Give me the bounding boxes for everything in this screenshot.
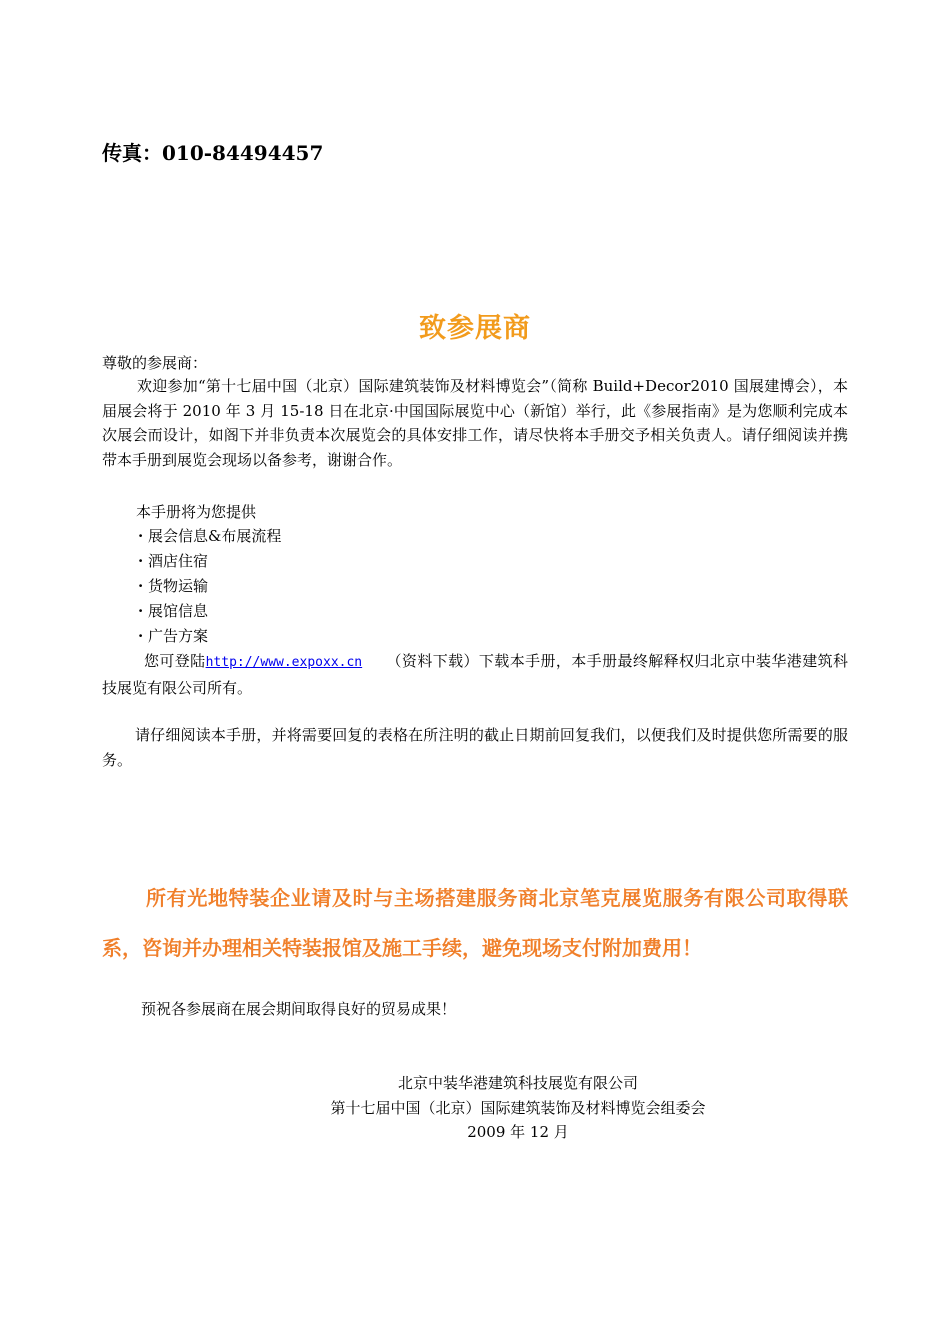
list-item: · 展馆信息 bbox=[138, 599, 281, 624]
signature-company: 北京中装华港建筑科技展览有限公司 bbox=[397, 1074, 638, 1092]
signature-committee: 第十七届中国（北京）国际建筑装饰及材料博览会组委会 bbox=[330, 1098, 706, 1117]
fax-number: 传真：010-84494457 bbox=[102, 141, 324, 165]
salutation: 尊敬的参展商： bbox=[102, 354, 208, 372]
download-text-after: （资料下载）下载本手册，本手册最终解释权归北京中装华港建筑科技展览有限公司所有。 bbox=[102, 652, 848, 697]
website-link[interactable]: http://www.expoxx.cn bbox=[205, 655, 363, 670]
signature-date: 2009 年 12 月 bbox=[467, 1123, 569, 1141]
page-title: 致参展商 bbox=[419, 313, 531, 344]
intro-paragraph: 欢迎参加“第十七届中国（北京）国际建筑装饰及材料博览会”（简称 Build+Decor2010 国展建博会），本届展会将于 2010 年 3 月 15-18 日在北京·中国国际展览中心（新馆）举行，此《参展指南》是为您顺利完成本次展会而设计，如阁下并非负责本次展览会的具体安排工作，请尽快将本手册交予相关负责人。请仔细阅读并携带本手册到展览会现场以备参考，谢谢合作。 bbox=[102, 377, 848, 469]
download-paragraph bbox=[102, 649, 848, 700]
list-item: · 展会信息&布展流程 bbox=[138, 524, 281, 549]
provide-list bbox=[138, 524, 281, 649]
reply-paragraph: 请仔细阅读本手册，并将需要回复的表格在所注明的截止日期前回复我们，以便我们及时提供您所需要的服务。 bbox=[102, 726, 848, 769]
provide-heading: 本手册将为您提供 bbox=[136, 503, 257, 521]
list-item: · 广告方案 bbox=[138, 624, 281, 649]
notice-paragraph: 所有光地特装企业请及时与主场搭建服务商北京笔克展览服务有限公司取得联系，咨询并办理相关特装报馆及施工手续，避免现场支付附加费用！ bbox=[102, 886, 848, 960]
wish-line: 预祝各参展商在展会期间取得良好的贸易成果！ bbox=[141, 1000, 457, 1018]
list-item: · 货物运输 bbox=[138, 574, 281, 599]
signature-block bbox=[0, 1071, 950, 1145]
list-item: · 酒店住宿 bbox=[138, 549, 281, 574]
download-text-before: 您可登陆 bbox=[144, 652, 206, 670]
